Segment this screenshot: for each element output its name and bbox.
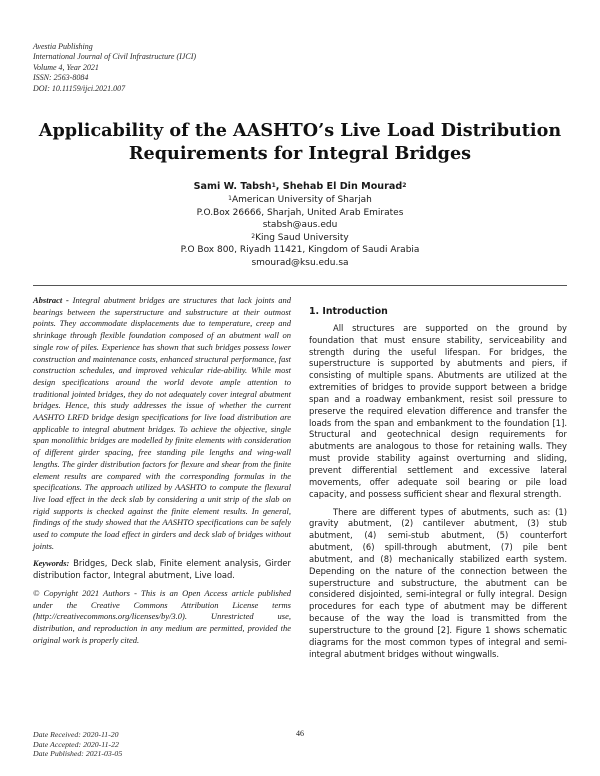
- author-2-affiliation-mark: 2: [402, 182, 407, 189]
- title-line-2: Requirements for Integral Bridges: [128, 143, 472, 164]
- paper-title: [30, 119, 570, 165]
- affiliation-2-mark: 2: [251, 232, 256, 240]
- introduction-paragraph-1: All structures are supported on the ground by foundation that must ensure stability, serviceability and strength during the useful lifespan. For bridges, the superstructure is supported by abutments and piers, if consisting of multiple spans. Abutments are utilized at the extremities of bridges to provide support between a bridge span and a roadway embankment, resist soil pressure to preserve the required elevation difference and transfer the loads from the span and embankment to the foundation [1]. Structural and geotechnical design requirements for abutments are analogous to those for retaining walls. They must provide stability against overturning and sliding, prevent differential settlement and excessive lateral movements, offer adequate soil bearing or pile load capacity, and possess sufficient shear and flexural strength.: [309, 322, 567, 499]
- journal-header: [33, 42, 293, 94]
- publisher-name: Avestia Publishing: [33, 42, 93, 51]
- journal-volume: Volume 4, Year 2021: [33, 62, 99, 72]
- abstract-text: Integral abutment bridges are structures that lack joints and bearings between the superstructure and substructure at their outmost points. They accommodate displacements due to temperature, creep and shrinkage through flexible foundation composed of an abutment wall on single row of piles. Experience has shown that such bridges possess lower construction and maintenance costs, enhanced structural performance, fast construction schedules, and improved vehicular ride-ability. While most design specifications around the world devote ample attention to traditional jointed bridges, they do not adequately cover integral abutment bridges. Hence, this study addresses the issue of whether the current AASHTO LRFD bridge design specifications for live load distribution are applicable to integral abutment bridges. To achieve the objective, single span monolithic bridges are modelled by finite elements with consideration of different girder spacing, free standing pile lengths and wing-wall lengths. The girder distribution factors for flexure and shear from the finite element results are compared with the corresponding formulas in the specifications. The approach utilized by AASHTO to compute the flexural live load effect in the deck slab by considering a unit strip of the slab on rigid supports is checked against the finite element results. In general, findings of the study showed that the AASHTO specifications can be safely used to compute the load effect in girders and deck slab of bridges without joints.: [33, 295, 291, 551]
- author-1: Sami W. Tabsh: [193, 181, 272, 192]
- author-2: Shehab El Din Mourad: [282, 181, 403, 192]
- right-column: [309, 306, 567, 666]
- keywords-text: Bridges, Deck slab, Finite element analysis, Girder distribution factor, Integral abutment, Live load.: [33, 558, 291, 581]
- affiliation-1-mark: 1: [228, 195, 232, 202]
- author-1-email[interactable]: stabsh@aus.edu: [262, 220, 338, 231]
- author-list: [100, 181, 500, 193]
- date-published: Date Published: 2021-03-05: [33, 749, 123, 759]
- left-column: [33, 295, 291, 646]
- page-number: 46: [296, 729, 304, 738]
- publication-dates: [33, 730, 233, 759]
- title-line-1: Applicability of the AASHTO’s Live Load Distribution: [38, 120, 562, 141]
- author-separator: ,: [275, 181, 283, 192]
- affiliations: [100, 194, 500, 270]
- date-accepted: Date Accepted: 2020-11-22: [33, 739, 119, 749]
- author-2-email[interactable]: smourad@ksu.edu.sa: [251, 257, 349, 268]
- affiliation-2-name: King Saud University: [255, 232, 349, 243]
- copyright-notice: © Copyright 2021 Authors - This is an Open Access article published under the Creative Commons Attribution License terms (http://creativecommons.org/licenses/by/3.0). Unrestricted use, distribution, and reproduction in any medium are permitted, provided the original work is properly cited.: [33, 587, 291, 645]
- author-1-affiliation-mark: 1: [271, 182, 276, 189]
- introduction-paragraph-2: There are different types of abutments, such as: (1) gravity abutment, (2) cantilever abutment, (3) stub abutment, (4) semi-stub abutment, (5) counterfort abutment, (6) spill-through abutment, (7) pile bent abutment, and (8) mechanically stabilized earth system. Depending on the nature of the connection between the superstructure and substructure, the abutment can be considered disjointed, semi-integral or fully integral. Design procedures for each type of abutment may be different because of the way the load is transmitted from the superstructure to the ground [2]. Figure 1 shows schematic diagrams for the most common types of integral and semi-integral abutment bridges without wingwalls.: [309, 506, 567, 659]
- keywords-label: Keywords:: [33, 559, 70, 569]
- affiliation-2-address: P.O Box 800, Riyadh 11421, Kingdom of Saudi Arabia: [180, 245, 420, 256]
- journal-doi: DOI: 10.11159/ijci.2021.007: [33, 83, 126, 93]
- journal-name: International Journal of Civil Infrastructure (IJCI): [33, 52, 197, 62]
- journal-issn: ISSN: 2563-8084: [33, 73, 89, 83]
- abstract: [33, 295, 291, 552]
- affiliation-1: [100, 194, 500, 207]
- affiliation-1-address: P.O.Box 26666, Sharjah, United Arab Emirates: [196, 207, 404, 218]
- date-received: Date Received: 2020-11-20: [33, 730, 119, 739]
- affiliation-2: [100, 232, 500, 245]
- header-divider: [33, 285, 567, 286]
- keywords: [33, 558, 291, 581]
- abstract-label: Abstract -: [33, 295, 69, 305]
- affiliation-1-name: American University of Sharjah: [231, 195, 372, 205]
- introduction-heading: 1. Introduction: [309, 306, 388, 317]
